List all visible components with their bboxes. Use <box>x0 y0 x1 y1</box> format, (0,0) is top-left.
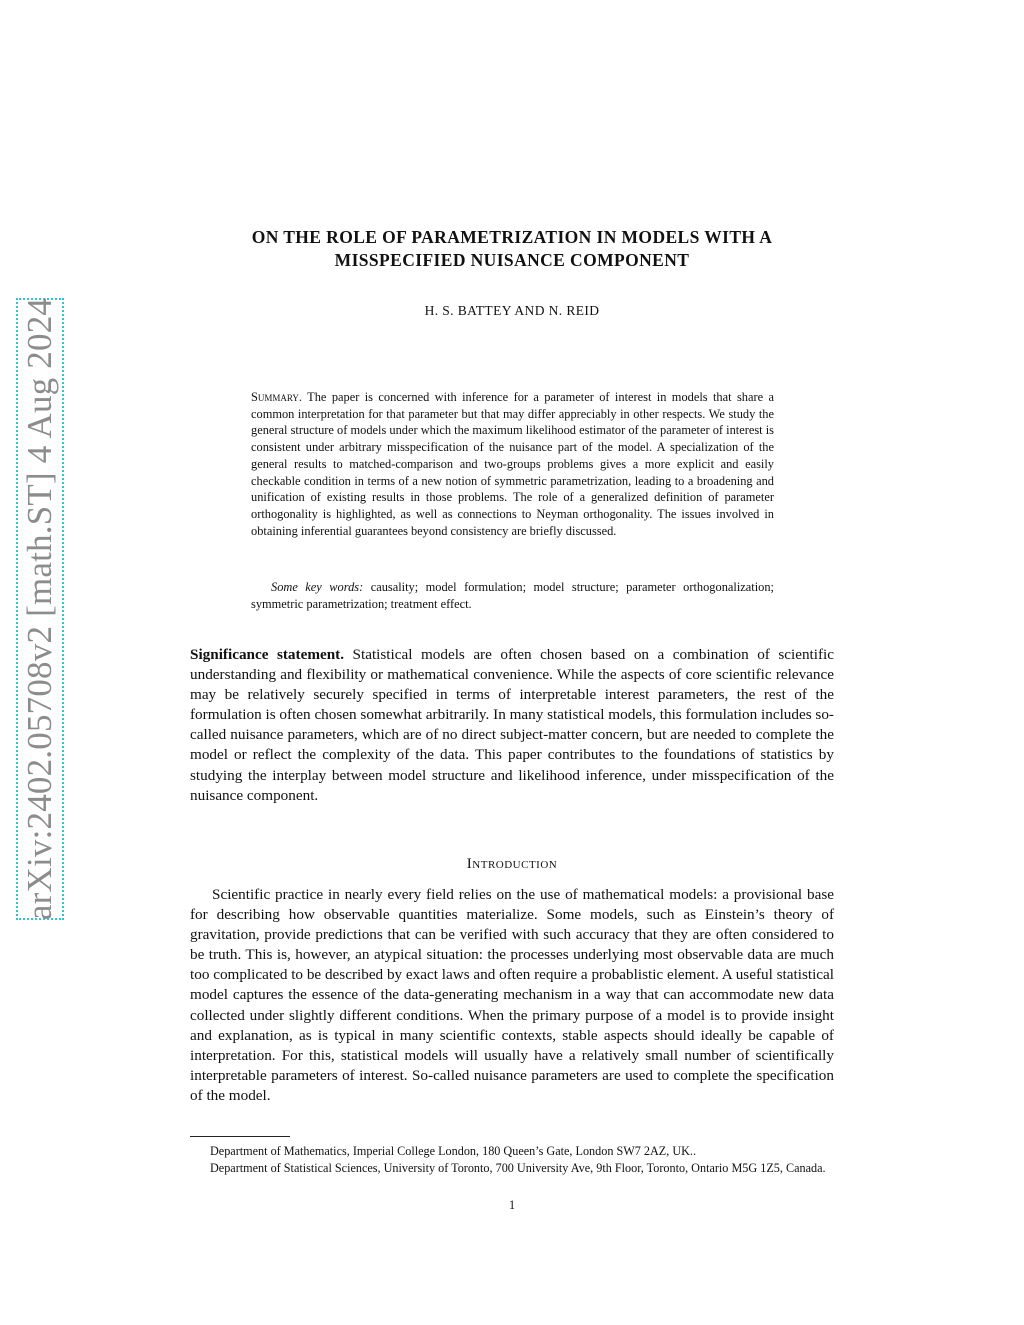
arxiv-identifier: arXiv:2402.05708v2 [math.ST] 4 Aug 2024 <box>20 297 59 921</box>
summary-block <box>251 389 774 539</box>
significance-label: Significance statement. <box>190 646 345 663</box>
summary-label: Summary. <box>251 390 302 404</box>
paper-authors: H. S. BATTEY AND N. REID <box>424 303 600 318</box>
introduction-paragraph: Scientific practice in nearly every field relies on the use of mathematical models: a provisional base for describing how observable quantities materialize. Some models, such as Einstein’s theory of gravitation, provide predictions that can be verified with such accuracy that they are often considered to be truth. This is, however, an atypical situation: the processes underlying most observable data are much too complicated to be described by exact laws and often require a probablistic element. A useful statistical model captures the essence of the data-generating mechanism in a way that can accommodate new data collected under slightly different conditions. When the primary purpose of a model is to provide insight and explanation, as is typical in many scientific contexts, stable aspects should ideally be capable of interpretation. For this, statistical models will usually have a relatively small number of scientifically interpretable parameters of interest. So-called nuisance parameters are used to complete the specification of the model. <box>190 886 834 1104</box>
page-number: 1 <box>508 1198 516 1212</box>
footnote-affiliation-toronto: Department of Statistical Sciences, University of Toronto, 700 University Ave, 9th Floor, Toronto, Ontario M5G 1Z5, Canada. <box>210 1161 826 1175</box>
significance-statement <box>190 645 834 806</box>
footnotes <box>190 1143 834 1177</box>
keywords-text: causality; model formulation; model structure; parameter orthogonalization; symmetric parametrization; treatment effect. <box>251 580 774 611</box>
significance-text: Statistical models are often chosen based on a combination of scientific understanding and flexibility or mathematical convenience. While the aspects of core scientific relevance may be relatively securely specified in terms of interpretable interest parameters, the rest of the formulation is often chosen somewhat arbitrarily. In many statistical models, this formulation includes so-called nuisance parameters, which are of no direct subject-matter concern, but are needed to complete the model or reflect the complexity of the data. This paper contributes to the foundations of statistics by studying the interplay between model structure and likelihood inference, under misspecification of the nuisance component. <box>190 646 835 804</box>
arxiv-stamp <box>16 298 64 920</box>
keywords-block <box>251 579 774 612</box>
footnote-divider <box>190 1136 290 1137</box>
section-heading-introduction: Introduction <box>466 856 558 872</box>
keywords-label: Some key words: <box>271 580 364 594</box>
summary-text: The paper is concerned with inference for a parameter of interest in models that share a common interpretation for that parameter but that may differ appreciably in other respects. We study the general structure of models under which the maximum likelihood estimator of the parameter of interest is consistent under arbitrary misspecification of the nuisance part of the model. A specialization of the general results to matched-comparison and two-groups problems gives a more explicit and easily checkable condition in terms of a new notion of symmetric parametrization, leading to a broadening and unification of existing results in those problems. The role of a generalized definition of parameter orthogonality is highlighted, as well as connections to Neyman orthogonality. The issues involved in obtaining inferential guarantees beyond consistency are briefly discussed. <box>251 390 774 538</box>
footnote-affiliation-imperial: Department of Mathematics, Imperial College London, 180 Queen’s Gate, London SW7 2AZ, UK.. <box>210 1144 697 1158</box>
paper-title: ON THE ROLE OF PARAMETRIZATION IN MODELS WITH A MISSPECIFIED NUISANCE COMPONENT <box>251 227 773 270</box>
